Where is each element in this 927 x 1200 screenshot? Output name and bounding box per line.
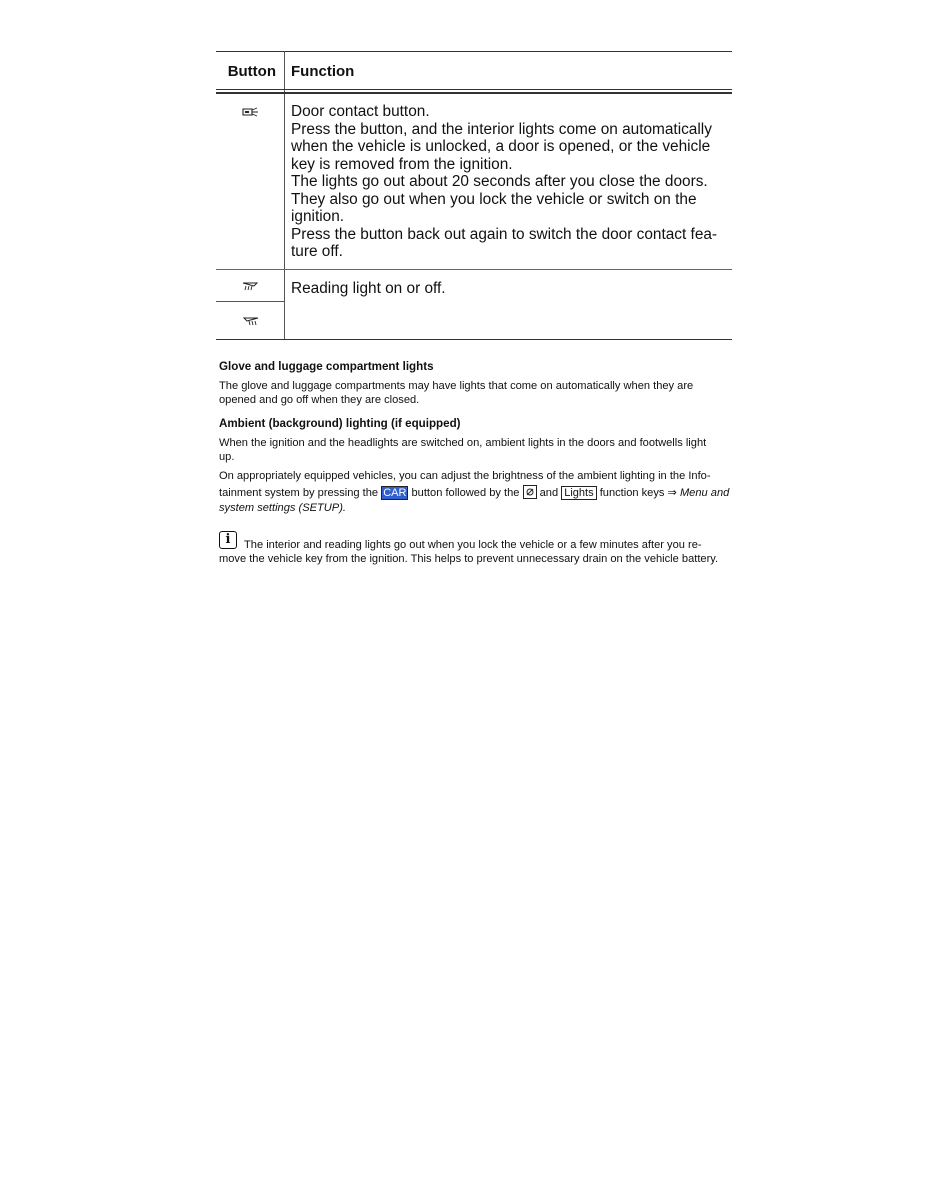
row1-line: when the vehicle is unlocked, a door is opened, or the vehicle xyxy=(291,138,711,155)
menu-settings-link-continued[interactable]: system settings (SETUP). xyxy=(219,502,346,514)
ambient-p2-line: On appropriately equipped vehicles, you can adjust the brightness of the ambient lighting in the Info- xyxy=(219,470,711,482)
row-divider xyxy=(216,269,732,270)
glove-heading: Glove and luggage compartment lights xyxy=(219,360,434,373)
button-sub-divider xyxy=(216,301,284,302)
info-icon: i xyxy=(219,531,237,549)
note-paragraph xyxy=(219,539,733,566)
ambient-p1-line: up. xyxy=(219,450,235,463)
glove-paragraph xyxy=(219,380,733,407)
door-contact-icon xyxy=(242,107,259,119)
ambient-paragraph-1 xyxy=(219,437,733,464)
lights-key: Lights xyxy=(561,486,596,500)
ambient-p2-text: and xyxy=(539,486,559,499)
ambient-p2-text: button followed by the xyxy=(411,486,520,499)
ambient-p2-text: tainment system by pressing the xyxy=(219,486,379,499)
table-top-rule xyxy=(216,51,732,52)
row1-line: ignition. xyxy=(291,208,345,225)
table-bottom-rule xyxy=(216,339,732,340)
ambient-p1-line: When the ignition and the headlights are switched on, ambient lights in the doors and footwells light xyxy=(219,437,707,449)
settings-key-icon xyxy=(523,485,537,499)
note-line: The interior and reading lights go out when you lock the vehicle or a few minutes after you re- xyxy=(244,539,702,551)
reading-light-description: Reading light on or off. xyxy=(291,280,446,297)
column-header-button: Button xyxy=(227,63,276,80)
ambient-paragraph-2 xyxy=(219,469,733,517)
row1-line: They also go out when you lock the vehicle or switch on the xyxy=(291,190,697,208)
column-header-function: Function xyxy=(291,63,355,80)
row1-line: Press the button back out again to switch the door contact fea- xyxy=(291,225,718,243)
reading-light-right-icon xyxy=(242,315,259,327)
header-double-rule-top xyxy=(216,89,732,90)
reading-light-left-icon xyxy=(242,280,259,292)
note-line: move the vehicle key from the ignition. This helps to prevent unnecessary drain on the vehicle battery. xyxy=(219,552,719,565)
glove-line: The glove and luggage compartments may have lights that come on automatically when they are xyxy=(219,380,694,392)
glove-line: opened and go off when they are closed. xyxy=(219,393,420,406)
menu-settings-link[interactable]: Menu and xyxy=(679,486,730,499)
row1-line: Door contact button. xyxy=(291,103,430,120)
ambient-p2-line xyxy=(219,485,733,502)
row1-line: The lights go out about 20 seconds after you close the doors. xyxy=(291,173,708,190)
header-double-rule-bottom xyxy=(216,92,732,94)
table-column-divider xyxy=(284,51,285,340)
ambient-heading: Ambient (background) lighting (if equipped) xyxy=(219,417,461,430)
door-contact-description xyxy=(291,103,721,261)
car-key: CAR xyxy=(383,486,407,499)
ambient-p2-text: function keys ⇒ xyxy=(599,486,677,499)
row1-line: key is removed from the ignition. xyxy=(291,155,513,173)
row1-line: ture off. xyxy=(291,243,343,260)
row1-line: Press the button, and the interior lights come on automatically xyxy=(291,120,712,138)
